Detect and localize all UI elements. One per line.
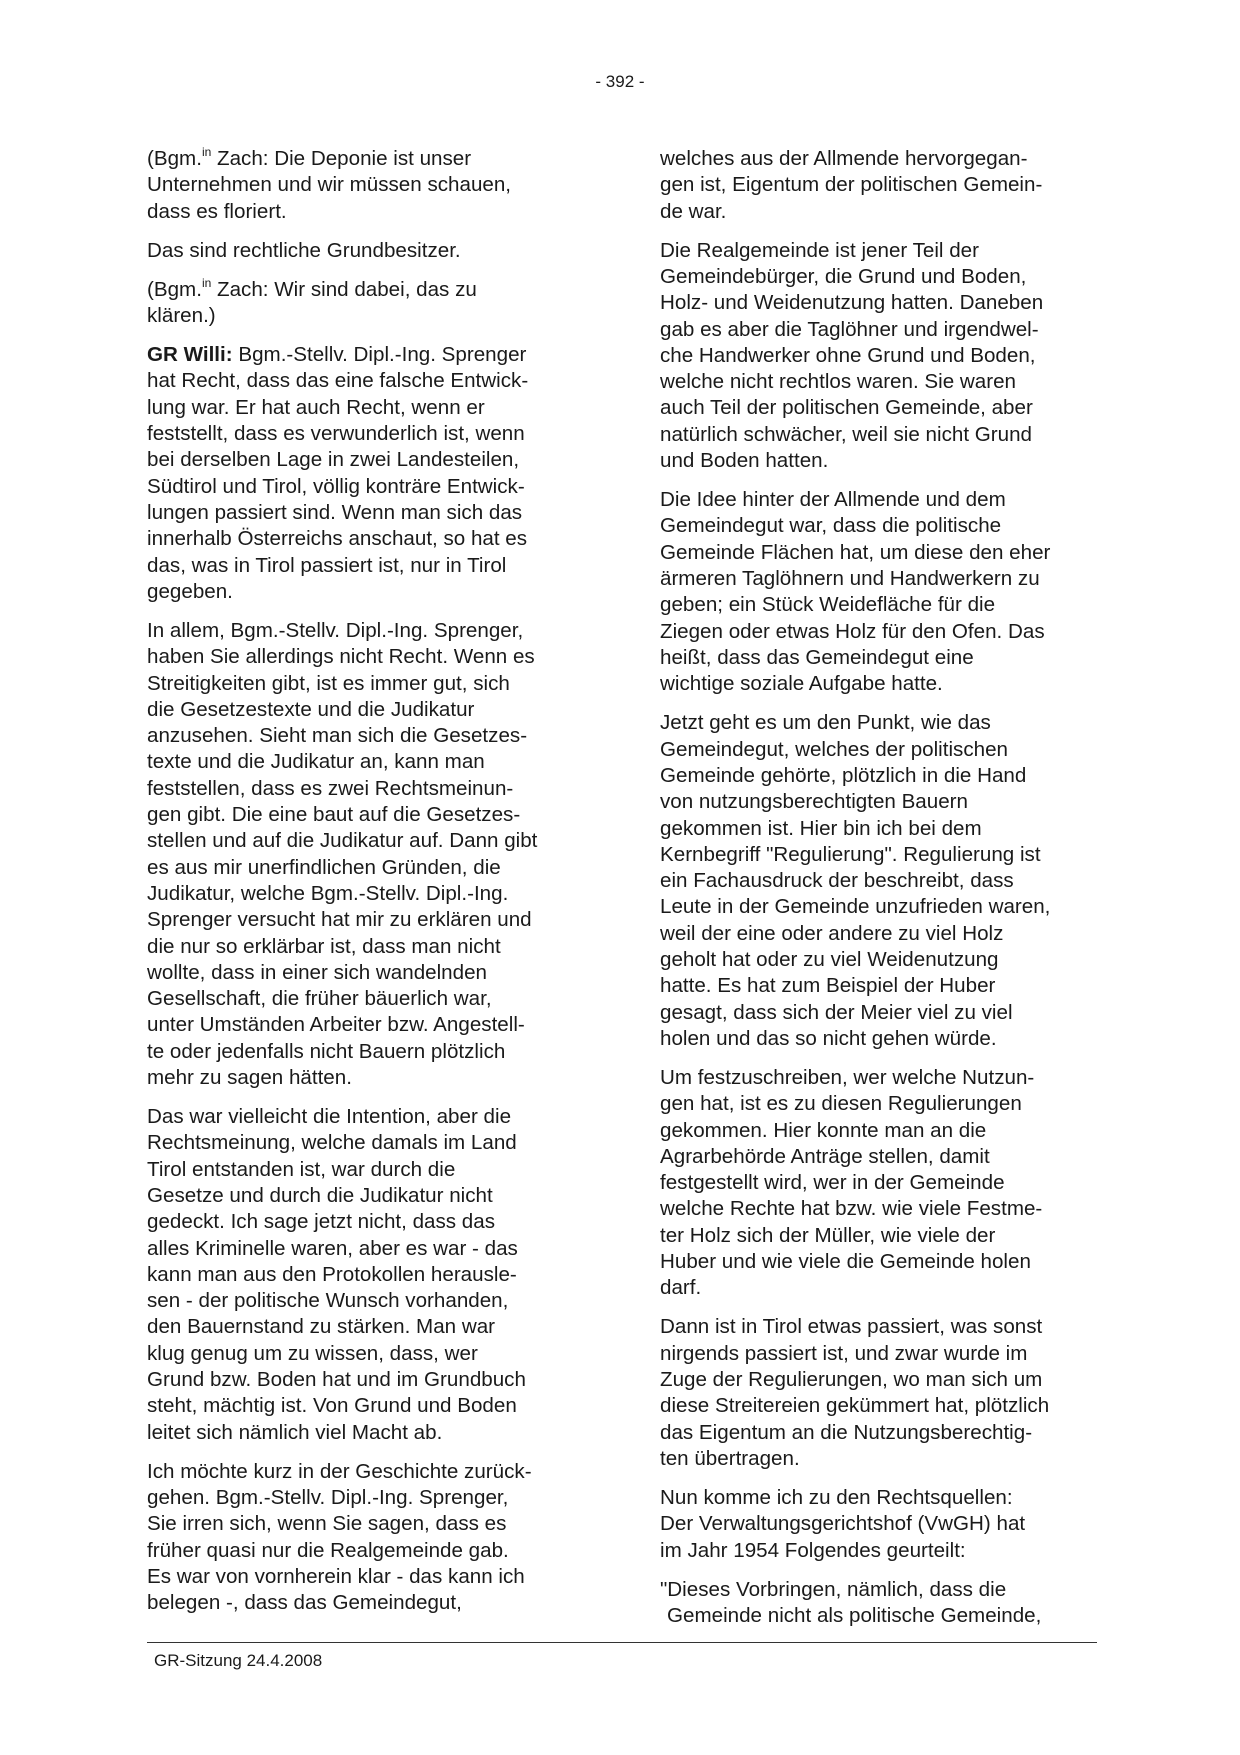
text-line: Gemeindegut, welches der politischen <box>660 737 1009 761</box>
paragraph <box>660 146 1100 225</box>
text-line: texte und die Judikatur an, kann man <box>147 750 485 774</box>
text-line: Das sind rechtliche Grundbesitzer. <box>147 238 461 262</box>
paragraph <box>660 487 1100 697</box>
text-line: es aus mir unerfindlichen Gründen, die <box>147 855 501 879</box>
text-line: geholt hat oder zu viel Weidenutzung <box>660 948 999 971</box>
text-line: GR Willi: Bgm.-Stellv. Dipl.-Ing. Sprenger <box>147 343 527 367</box>
text-line: Nun komme ich zu den Rechtsquellen: <box>660 1486 1013 1510</box>
text-line: sen - der politische Wunsch vorhanden, <box>147 1289 509 1313</box>
text-line: Es war von vornherein klar - das kann ich <box>147 1564 525 1588</box>
text-line: diese Streitereien gekümmert hat, plötzlich <box>660 1394 1050 1418</box>
text-line: gehen. Bgm.-Stellv. Dipl.-Ing. Sprenger, <box>147 1486 509 1510</box>
text-line: klären.) <box>147 304 216 328</box>
page-number: - 392 - <box>595 72 645 91</box>
paragraph <box>147 146 587 225</box>
text-line: Das war vielleicht die Intention, aber die <box>147 1105 512 1129</box>
text-line: Der Verwaltungsgerichtshof (VwGH) hat <box>660 1512 1026 1536</box>
text-line: hatte. Es hat zum Beispiel der Huber <box>660 974 996 998</box>
text-line: feststellen, dass es zwei Rechtsmeinun- <box>147 776 514 800</box>
text-line: Gemeindebürger, die Grund und Boden, <box>660 264 1027 288</box>
text-line: Tirol entstanden ist, war durch die <box>147 1157 456 1181</box>
text-line: Gesellschaft, die früher bäuerlich war, <box>147 987 492 1011</box>
text-line: gen hat, ist es zu diesen Regulierungen <box>660 1092 1022 1116</box>
text-line: hat Recht, dass das eine falsche Entwick- <box>147 369 529 393</box>
paragraph <box>147 277 587 330</box>
text-line: Südtirol und Tirol, völlig konträre Entwick- <box>147 474 525 498</box>
text-line: Kernbegriff "Regulierung". Regulierung ist <box>660 842 1041 866</box>
left-column <box>147 146 587 1629</box>
quote-paragraph <box>660 1577 1100 1630</box>
text-line: die Gesetzestexte und die Judikatur <box>147 697 475 721</box>
text-line: Huber und wie viele die Gemeinde holen <box>660 1250 1031 1274</box>
text-line: unter Umständen Arbeiter bzw. Angestell- <box>147 1013 525 1037</box>
text-line: Ich möchte kurz in der Geschichte zurück- <box>147 1459 532 1483</box>
paragraph <box>660 1065 1100 1302</box>
text-line: feststellt, dass es verwunderlich ist, wenn <box>147 422 525 446</box>
text-line: innerhalb Österreichs anschaut, so hat es <box>147 527 528 551</box>
paragraph <box>147 238 587 264</box>
text-line: im Jahr 1954 Folgendes geurteilt: <box>660 1538 966 1562</box>
text-line: welches aus der Allmende hervorgegan- <box>660 147 1028 170</box>
text-line: von nutzungsberechtigten Bauern <box>660 790 968 814</box>
paragraph <box>660 1314 1100 1472</box>
text-line: Um festzuschreiben, wer welche Nutzun- <box>660 1065 1035 1089</box>
text-line: holen und das so nicht gehen würde. <box>660 1026 997 1050</box>
text-line: darf. <box>660 1276 702 1300</box>
text-line: gekommen. Hier konnte man an die <box>660 1118 987 1142</box>
text-line: Gemeinde gehörte, plötzlich in die Hand <box>660 763 1027 787</box>
text-line: auch Teil der politischen Gemeinde, aber <box>660 396 1033 420</box>
text-line: te oder jedenfalls nicht Bauern plötzlich <box>147 1039 506 1063</box>
text-line: Rechtsmeinung, welche damals im Land <box>147 1131 517 1155</box>
text-line: Unternehmen und wir müssen schauen, <box>147 173 512 197</box>
text-line: Agrarbehörde Anträge stellen, damit <box>660 1144 990 1168</box>
text-line: Die Idee hinter der Allmende und dem <box>660 488 1006 512</box>
paragraph <box>660 710 1100 1052</box>
text-line: welche Rechte hat bzw. wie viele Festme- <box>660 1197 1043 1221</box>
text-line: ten übertragen. <box>660 1446 800 1470</box>
text-line: gen ist, Eigentum der politischen Gemein- <box>660 173 1043 197</box>
paragraph <box>660 238 1100 475</box>
text-line: belegen -, dass das Gemeindegut, <box>147 1591 462 1615</box>
text-line: (Bgm.$^{in}$ Zach: Wir sind dabei, das zu <box>147 275 477 301</box>
text-line: (Bgm.$^{in}$ Zach: Die Deponie ist unser <box>147 145 472 170</box>
text-line: che Handwerker ohne Grund und Boden, <box>660 343 1036 367</box>
text-line: festgestellt wird, wer in der Gemeinde <box>660 1171 1005 1195</box>
text-line: das, was in Tirol passiert ist, nur in Tirol <box>147 553 507 577</box>
footer-divider <box>147 1642 1097 1643</box>
text-line: die nur so erklärbar ist, dass man nicht <box>147 934 501 958</box>
text-line: anzusehen. Sieht man sich die Gesetzes- <box>147 724 528 748</box>
text-line: welche nicht rechtlos waren. Sie waren <box>660 370 1016 394</box>
paragraph <box>147 1104 587 1446</box>
text-line: Gesetze und durch die Judikatur nicht <box>147 1183 493 1207</box>
text-line: ter Holz sich der Müller, wie viele der <box>660 1223 996 1247</box>
text-line: das Eigentum an die Nutzungsberechtig- <box>660 1420 1033 1444</box>
text-line: gesagt, dass sich der Meier viel zu viel <box>660 1000 1013 1024</box>
text-line: gab es aber die Taglöhner und irgendwel- <box>660 317 1039 341</box>
text-line: alles Kriminelle waren, aber es war - das <box>147 1236 518 1260</box>
text-line: gekommen ist. Hier bin ich bei dem <box>660 816 982 840</box>
paragraph <box>147 618 587 1091</box>
text-line: Dann ist in Tirol etwas passiert, was sonst <box>660 1315 1043 1339</box>
text-line: Zuge der Regulierungen, wo man sich um <box>660 1368 1043 1392</box>
paragraph <box>660 1485 1100 1564</box>
text-line: heißt, dass das Gemeindegut eine <box>660 645 974 669</box>
text-line: und Boden hatten. <box>660 449 829 473</box>
text-line: klug genug um zu wissen, dass, wer <box>147 1341 478 1365</box>
text-line: bei derselben Lage in zwei Landesteilen, <box>147 448 520 472</box>
text-line: Sie irren sich, wenn Sie sagen, dass es <box>147 1512 507 1536</box>
text-line: Judikatur, welche Bgm.-Stellv. Dipl.-Ing. <box>147 881 509 905</box>
text-line: mehr zu sagen hätten. <box>147 1065 352 1089</box>
text-line: Jetzt geht es um den Punkt, wie das <box>660 711 991 735</box>
text-line: natürlich schwächer, weil sie nicht Grund <box>660 422 1033 446</box>
text-line: gen gibt. Die eine baut auf die Gesetzes- <box>147 803 521 827</box>
text-line: kann man aus den Protokollen herausle- <box>147 1262 517 1286</box>
text-line: Gemeinde Flächen hat, um diese den eher <box>660 540 1051 564</box>
text-line: dass es floriert. <box>147 199 287 223</box>
text-line: ein Fachausdruck der beschreibt, dass <box>660 869 1014 893</box>
speech-paragraph <box>147 342 587 605</box>
paragraph <box>147 1459 587 1617</box>
text-line: Gemeindegut war, dass die politische <box>660 514 1002 538</box>
text-line: Die Realgemeinde ist jener Teil der <box>660 238 979 262</box>
footer-session-date: GR-Sitzung 24.4.2008 <box>154 1651 323 1670</box>
text-line: de war. <box>660 199 727 223</box>
text-line: In allem, Bgm.-Stellv. Dipl.-Ing. Sprenger, <box>147 618 524 642</box>
text-line: gegeben. <box>147 579 233 603</box>
text-line: Streitigkeiten gibt, ist es immer gut, sich <box>147 671 510 695</box>
text-line: Grund bzw. Boden hat und im Grundbuch <box>147 1368 526 1392</box>
text-line: nirgends passiert ist, und zwar wurde im <box>660 1341 1028 1365</box>
text-line: Sprenger versucht hat mir zu erklären und <box>147 908 532 932</box>
text-line: Ziegen oder etwas Holz für den Ofen. Das <box>660 619 1045 643</box>
text-line: wollte, dass in einer sich wandelnden <box>147 960 487 984</box>
text-line: Leute in der Gemeinde unzufrieden waren, <box>660 895 1051 919</box>
text-line: den Bauernstand zu stärken. Man war <box>147 1315 496 1339</box>
text-line: leitet sich nämlich viel Macht ab. <box>147 1420 443 1444</box>
text-line: stellen und auf die Judikatur auf. Dann gibt <box>147 829 538 853</box>
text-line: ärmeren Taglöhnern und Handwerkern zu <box>660 567 1040 591</box>
text-line: Holz- und Weidenutzung hatten. Daneben <box>660 291 1044 315</box>
text-line: geben; ein Stück Weidefläche für die <box>660 593 996 617</box>
text-line: lungen passiert sind. Wenn man sich das <box>147 500 523 524</box>
text-line: haben Sie allerdings nicht Recht. Wenn es <box>147 645 535 669</box>
right-column <box>660 146 1100 1642</box>
text-line: wichtige soziale Aufgabe hatte. <box>660 672 943 696</box>
text-line: weil der eine oder andere zu viel Holz <box>660 921 1004 945</box>
text-line: lung war. Er hat auch Recht, wenn er <box>147 395 485 419</box>
text-line: Gemeinde nicht als politische Gemeinde, <box>667 1604 1042 1628</box>
text-line: früher quasi nur die Realgemeinde gab. <box>147 1538 509 1562</box>
text-line: gedeckt. Ich sage jetzt nicht, dass das <box>147 1210 496 1234</box>
speaker-name: GR Willi: <box>147 343 233 367</box>
text-line: "Dieses Vorbringen, nämlich, dass die <box>660 1577 1007 1601</box>
text-line: steht, mächtig ist. Von Grund und Boden <box>147 1394 517 1418</box>
